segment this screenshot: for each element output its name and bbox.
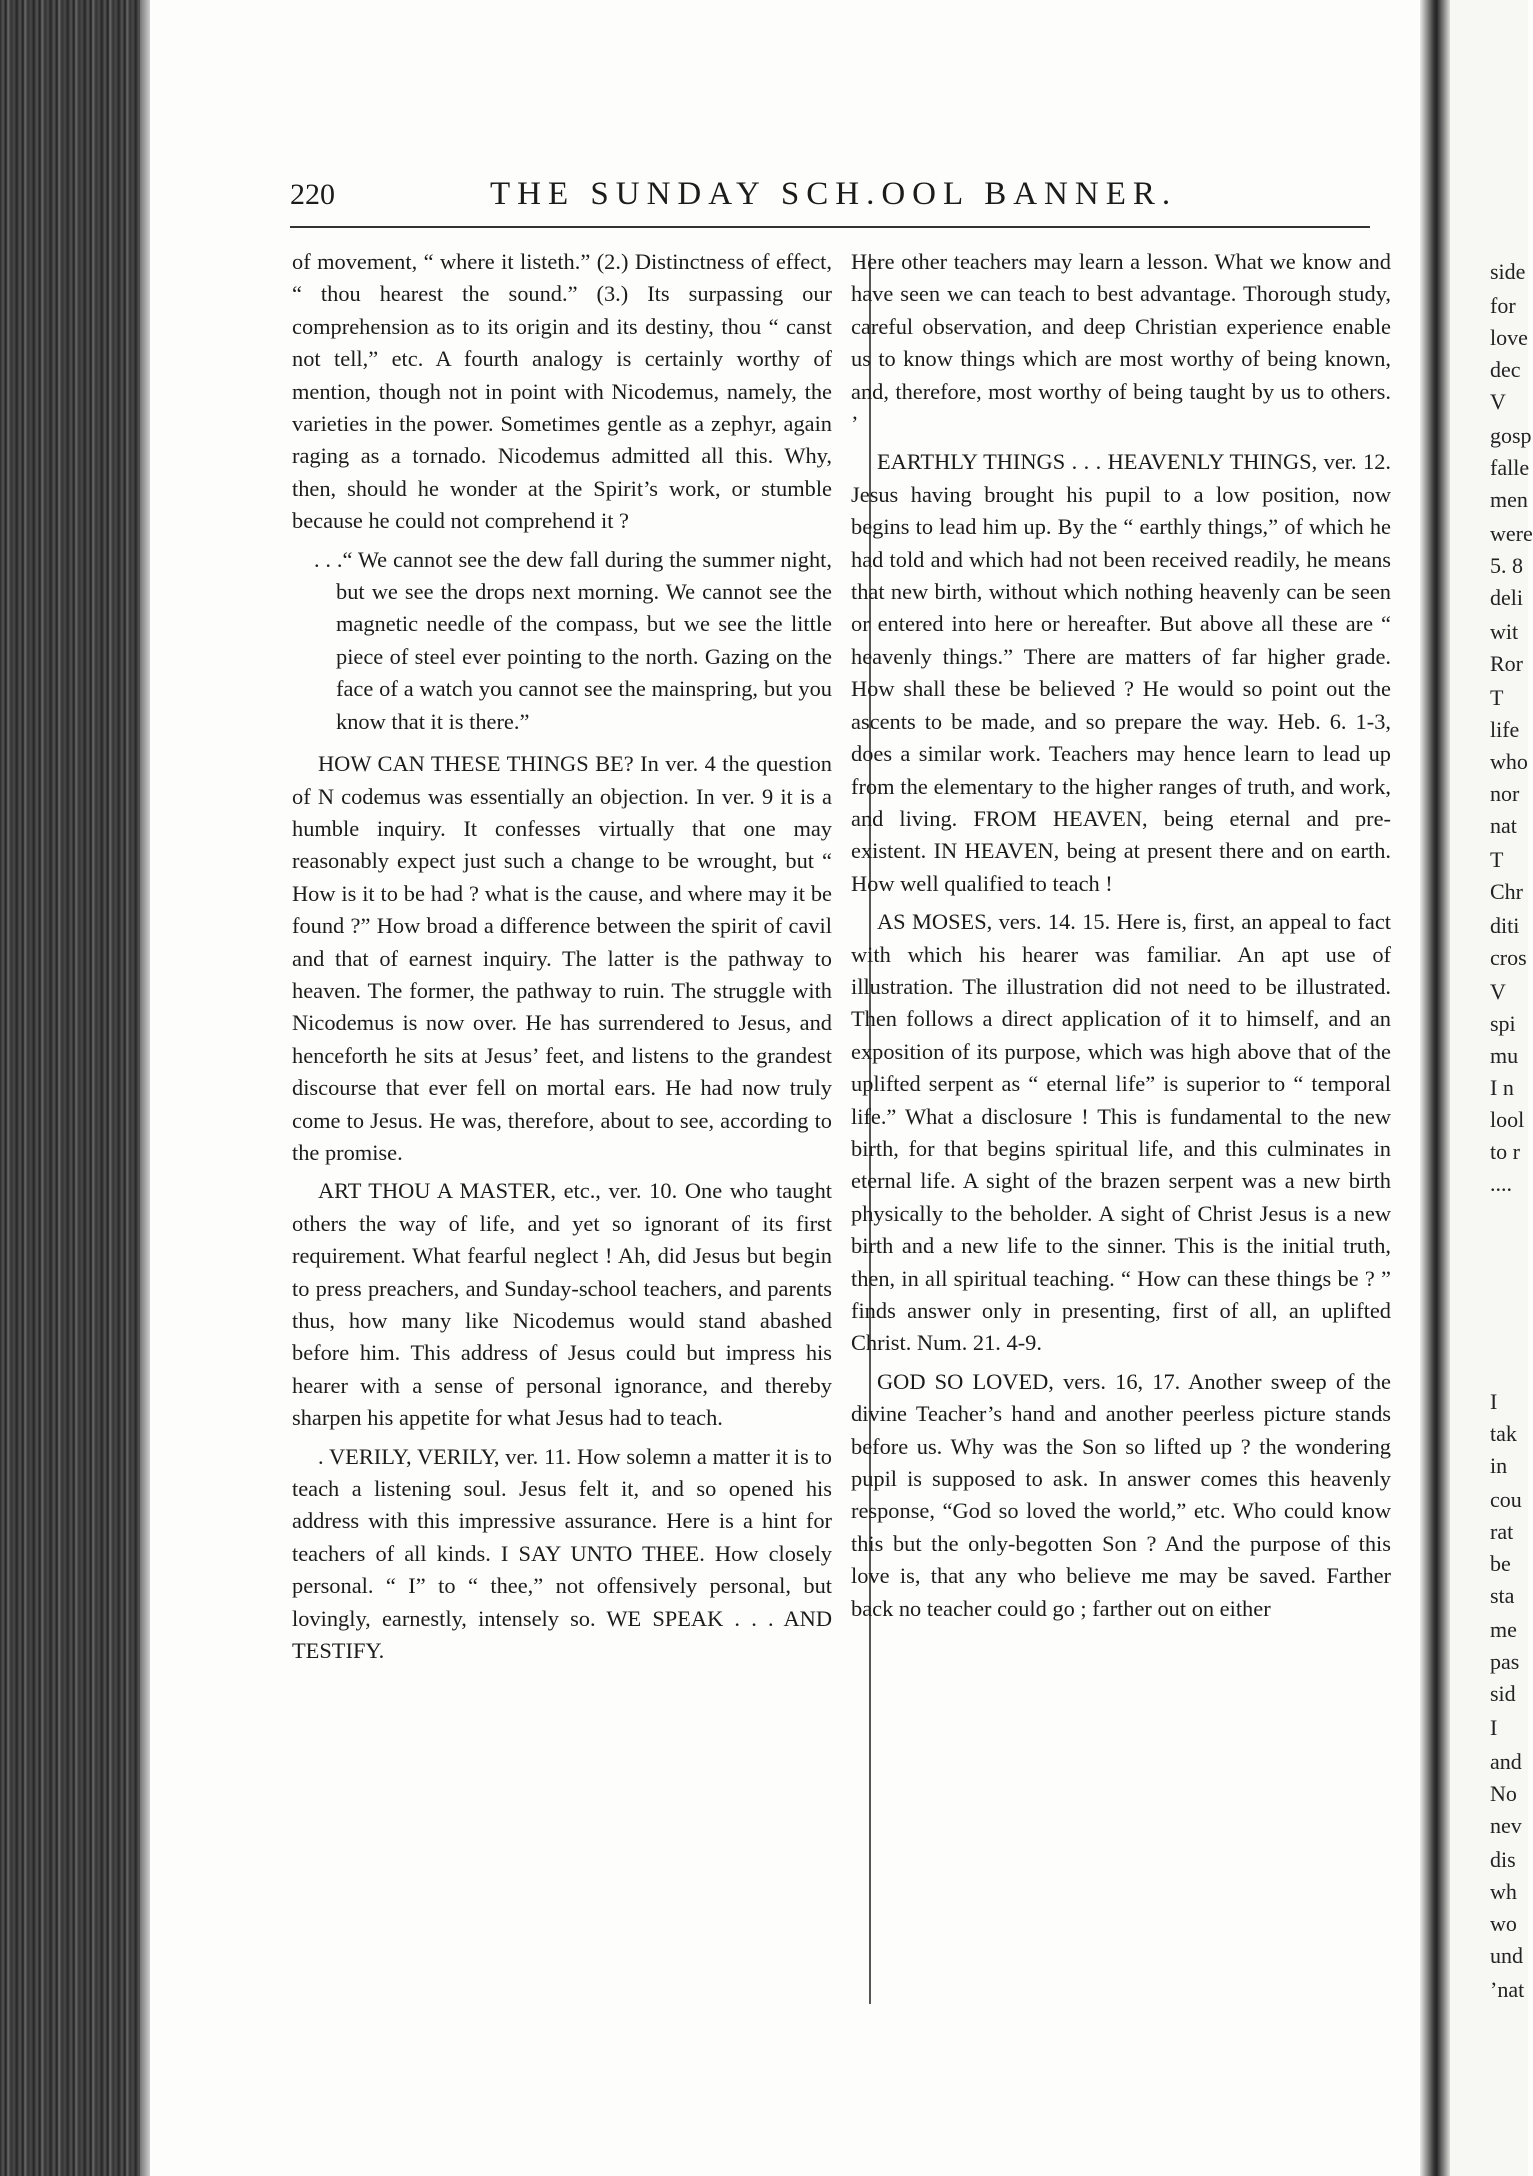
block-quote: . . .“ We cannot see the dew fall during the summer night, but we see the drops next morning. We cannot see the magnetic needle of the compass, but we see the little piece of steel ever pointing to the north. Gazing on the face of a watch you cannot see the mainspring, but you know that it is there.” (314, 546, 832, 734)
fragment-line: and (1490, 1749, 1522, 1774)
fragment-line: dis (1490, 1847, 1516, 1872)
fragment-line: mu (1490, 1043, 1519, 1068)
fragment-line: I (1490, 1715, 1498, 1740)
fragment-line: wh (1490, 1879, 1517, 1904)
paragraph: Here other teachers may learn a lesson. What we know and have seen we can teach to best advantage. Thorough study, careful observation, and deep Christian experience enable us to know things which are most worthy of being known, and, therefore, most worthy of being taught by us to others. ’ (851, 249, 1391, 437)
fragment-line: wit (1490, 619, 1519, 644)
fragment-line: ’nat (1490, 1977, 1525, 2002)
fragment-line: I n (1490, 1075, 1514, 1100)
fragment-line: .... (1490, 1171, 1512, 1196)
fragment-line: wo (1490, 1911, 1517, 1936)
fragment-line: who (1490, 749, 1528, 774)
fragment-line: cou (1490, 1487, 1522, 1512)
paragraph: . VERILY, VERILY, ver. 11. How solemn a matter it is to teach a listening soul. Jesus felt it, and so opened his address with this impressive assurance. Here is a hint for teachers of all kinds. I SAY UNTO THEE. How closely personal. “ I” to “ thee,” not offensively personal, but lovingly, earnestly, intensely so. WE SPEAK . . . AND TESTIFY. (292, 1443, 832, 1664)
fragment-line: Ror (1490, 651, 1523, 676)
fragment-line: diti (1490, 913, 1520, 938)
fragment-line: dec (1490, 357, 1521, 382)
fragment-line: T (1490, 685, 1504, 710)
fragment-line: T (1490, 847, 1504, 872)
fragment-line: Chr (1490, 879, 1523, 904)
fragment-line: nor (1490, 781, 1520, 806)
paragraph: of movement, “ where it listeth.” (2.) Distinctness of effect, “ thou hearest the sound.” (3.) Its surpassing our comprehension as to its origin and its destiny, thou “ canst not tell,” etc. A fourth analogy is certainly worthy of mention, though not in point with Nicodemus, namely, the varieties in the power. Sometimes gentle as a zephyr, again raging as a tornado. Nicodemus admitted all this. Why, then, should he wonder at the Spirit’s work, or stumble because he could not comprehend it ? (292, 249, 832, 534)
fragment-line: 5. 8 (1490, 553, 1523, 578)
fragment-line: tak (1490, 1421, 1517, 1446)
running-title: THE SUNDAY SCH.OOL BANNER. (490, 176, 1178, 212)
fragment-line: cros (1490, 945, 1527, 970)
binding-edge (140, 0, 150, 2176)
fragment-line: sta (1490, 1583, 1515, 1608)
fragment-line: I (1490, 1389, 1498, 1414)
fragment-line: rat (1490, 1519, 1514, 1544)
paragraph: ART THOU A MASTER, etc., ver. 10. One who taught others the way of life, and yet so ignorant of its first requirement. What fearful neglect ! Ah, did Jesus but begin to press preachers, and Sunday-school teachers, and parents thus, how many like Nicodemus would stand abashed before him. This address of Jesus could but impress his hearer with a sense of personal ignorance, and thereby sharpen his appetite for what Jesus had to teach. (292, 1178, 832, 1431)
fragment-line: V (1490, 979, 1506, 1004)
fragment-line: V (1490, 389, 1506, 414)
fragment-line: for (1490, 293, 1516, 318)
fragment-line: nev (1490, 1813, 1522, 1838)
fragment-line: to r (1490, 1139, 1520, 1164)
fragment-line: und (1490, 1943, 1523, 1968)
page-gutter (1420, 0, 1450, 2176)
fragment-line: deli (1490, 585, 1523, 610)
paragraph: HOW CAN THESE THINGS BE? In ver. 4 the question of N codemus was essentially an objection. In ver. 9 it is a humble inquiry. It confesses virtually that one may reasonably expect just such a change to be wrought, but “ How is it to be had ? what is the cause, and where may it be found ?” How broad a difference between the spirit of cavil and that of earnest inquiry. The latter is the pathway to heaven. The former, the pathway to ruin. The struggle with Nicodemus is now over. He has surrendered to Jesus, and henceforth he sits at Jesus’ feet, and listens to the grandest discourse that ever fell on mortal ears. He had now truly come to Jesus. He was, therefore, about to see, according to the promise. (292, 751, 832, 1165)
fragment-line: falle (1490, 455, 1530, 480)
fragment-line: be (1490, 1551, 1511, 1576)
fragment-line: were (1490, 521, 1533, 546)
fragment-line: in (1490, 1453, 1508, 1478)
left-column (292, 246, 832, 1673)
fragment-line: lool (1490, 1107, 1525, 1132)
paragraph: AS MOSES, vers. 14. 15. Here is, first, an appeal to fact with which his hearer was familiar. An apt use of illustration. The illustration did not need to be illustrated. Then follows a direct application of it to himself, and an exposition of its purpose, which was high above that of the uplifted serpent as “ eternal life” is superior to “ temporal life.” What a disclosure ! This is fundamental to the new birth, for that begins spiritual life, and this culminates in eternal life. A sight of the brazen serpent was a new birth physically to the beholder. A sight of Christ Jesus is a new birth and a new life to the sinner. This is the initial truth, then, in all spiritual teaching. “ How can these things be ? ” finds answer only in presenting, first of all, an uplifted Christ. Num. 21. 4-9. (851, 909, 1391, 1356)
fragment-line: nat (1490, 813, 1517, 838)
page-header (290, 178, 1375, 224)
fragment-line: side (1490, 259, 1526, 284)
fragment-line: pas (1490, 1649, 1520, 1674)
book-binding (0, 0, 148, 2176)
fragment-line: spi (1490, 1011, 1516, 1036)
header-rule (290, 226, 1370, 228)
fragment-line: men (1490, 487, 1528, 512)
fragment-line: gosp (1490, 423, 1532, 448)
fragment-line: me (1490, 1617, 1517, 1642)
right-column (851, 246, 1391, 1631)
fragment-line: sid (1490, 1681, 1516, 1706)
page-number: 220 (290, 178, 335, 211)
fragment-line: life (1490, 717, 1520, 742)
paragraph: GOD SO LOVED, vers. 16, 17. Another sweep of the divine Teacher’s hand and another peerless picture stands before us. Why was the Son so lifted up ? the wondering pupil is supposed to ask. In answer comes this heavenly response, “God so loved the world,” etc. Who could know this but the only-begotten Son ? And the purpose of this love is, that any who believe me may be saved. Farther back no teacher could go ; farther out on either (851, 1368, 1391, 1621)
fragment-line: No (1490, 1781, 1517, 1806)
paragraph: EARTHLY THINGS . . . HEAVENLY THINGS, ver. 12. Jesus having brought his pupil to a low position, now begins to lead him up. By the “ earthly things,” of which he had told and which had not been received readily, he means that new birth, without which nothing heavenly can be seen or entered into here or hereafter. But above all these are “ heavenly things.” There are matters of far higher grade. How shall these be believed ? He would so point out the ascents to be made, and so prepare the way. Heb. 6. 1-3, does a similar work. Teachers may hence learn to lead up from the elementary to the higher ranges of truth, and work, and living. FROM HEAVEN, being eternal and pre-existent. IN HEAVEN, being at present there and on earth. How well qualified to teach ! (851, 449, 1391, 896)
fragment-line: love (1490, 325, 1528, 350)
